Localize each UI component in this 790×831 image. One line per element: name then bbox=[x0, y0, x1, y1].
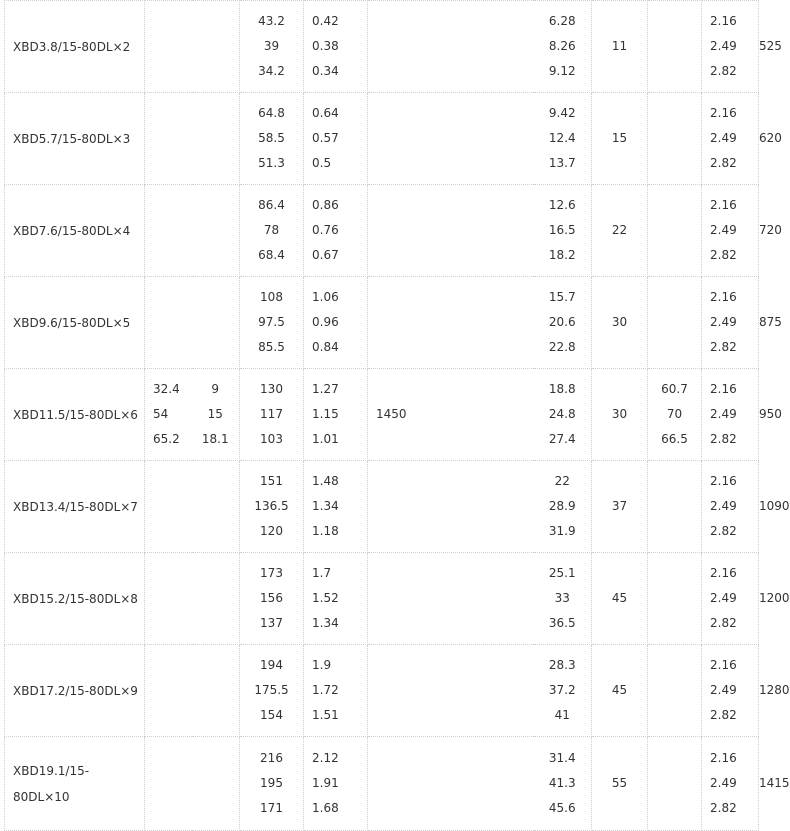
npsh-cell bbox=[702, 1, 759, 93]
head-cell bbox=[240, 93, 304, 185]
head-cell-value: 137 bbox=[260, 616, 283, 630]
power-cell-value: 37.2 bbox=[548, 683, 576, 697]
pressure-cell-value: 1.34 bbox=[312, 499, 339, 513]
speed-cell: 1450 bbox=[368, 369, 534, 461]
motor-cell: 22 bbox=[592, 185, 648, 277]
flow-cell-value: 65.2 bbox=[153, 432, 180, 446]
head-cell-value: 216 bbox=[260, 751, 283, 765]
motor-cell: 45 bbox=[592, 553, 648, 645]
pump-efficiency-cell bbox=[648, 277, 702, 369]
head-cell-value: 194 bbox=[260, 658, 283, 672]
model-cell: XBD19.1/15-80DL×10 bbox=[5, 737, 145, 831]
npsh-cell-value: 2.49 bbox=[710, 223, 737, 237]
pressure-cell-value: 1.48 bbox=[312, 474, 339, 488]
pressure-cell bbox=[304, 93, 368, 185]
speed-cell bbox=[368, 1, 534, 93]
power-cell-value: 27.4 bbox=[548, 432, 576, 446]
speed-cell bbox=[368, 185, 534, 277]
power-cell-value: 18.8 bbox=[548, 382, 576, 396]
flow-cell bbox=[145, 461, 192, 553]
npsh-cell-value: 2.16 bbox=[710, 474, 737, 488]
pressure-cell-value: 1.34 bbox=[312, 616, 339, 630]
power-cell bbox=[534, 185, 592, 277]
motor-cell: 37 bbox=[592, 461, 648, 553]
head-cell-value: 86.4 bbox=[258, 198, 285, 212]
pump-efficiency-cell bbox=[648, 369, 702, 461]
power-cell-value: 9.12 bbox=[548, 64, 576, 78]
pressure-cell-value: 1.15 bbox=[312, 407, 339, 421]
pump-efficiency-cell bbox=[648, 737, 702, 831]
head-cell-value: 51.3 bbox=[258, 156, 285, 170]
speed-cell bbox=[368, 645, 534, 737]
pressure-cell-value: 1.18 bbox=[312, 524, 339, 538]
pump-efficiency-cell-value: 70 bbox=[666, 407, 683, 421]
pressure-cell-value: 1.68 bbox=[312, 801, 339, 815]
flow-cell bbox=[145, 185, 192, 277]
npsh-cell-value: 2.82 bbox=[710, 616, 737, 630]
pump-efficiency-cell bbox=[648, 553, 702, 645]
npsh-cell bbox=[702, 645, 759, 737]
head-cell-value: 34.2 bbox=[258, 64, 285, 78]
pump-efficiency-cell bbox=[648, 185, 702, 277]
npsh-cell-value: 2.49 bbox=[710, 591, 737, 605]
head-cell-value: 156 bbox=[260, 591, 283, 605]
power-cell-value: 45.6 bbox=[548, 801, 576, 815]
npsh-cell-value: 2.16 bbox=[710, 198, 737, 212]
model-cell: XBD7.6/15-80DL×4 bbox=[5, 185, 145, 277]
head-cell-value: 64.8 bbox=[258, 106, 285, 120]
npsh-cell-value: 2.82 bbox=[710, 801, 737, 815]
pump-efficiency-cell-value: 60.7 bbox=[661, 382, 688, 396]
pressure-cell bbox=[304, 645, 368, 737]
npsh-cell-value: 2.82 bbox=[710, 248, 737, 262]
motor-cell: 55 bbox=[592, 737, 648, 831]
head-cell-value: 154 bbox=[260, 708, 283, 722]
head-cell-value: 171 bbox=[260, 801, 283, 815]
power-cell-value: 28.9 bbox=[548, 499, 576, 513]
npsh-cell-value: 2.16 bbox=[710, 290, 737, 304]
pressure-cell bbox=[304, 185, 368, 277]
power-cell-value: 12.6 bbox=[548, 198, 576, 212]
npsh-cell bbox=[702, 461, 759, 553]
pressure-cell-value: 0.86 bbox=[312, 198, 339, 212]
power-cell bbox=[534, 369, 592, 461]
npsh-cell-value: 2.82 bbox=[710, 64, 737, 78]
npsh-cell-value: 2.82 bbox=[710, 524, 737, 538]
npsh-cell-value: 2.49 bbox=[710, 776, 737, 790]
npsh-cell bbox=[702, 553, 759, 645]
pump-efficiency-cell-value: 66.5 bbox=[661, 432, 688, 446]
head-cell-value: 175.5 bbox=[254, 683, 289, 697]
table-row: XBD15.2/15-80DL×8 173 156 137 1.7 1.52 1.34 25.1 33 36.5 45 2.16 2.49 2.82 1200 bbox=[5, 553, 759, 645]
npsh-cell bbox=[702, 185, 759, 277]
flow-cell bbox=[145, 369, 192, 461]
pressure-cell bbox=[304, 369, 368, 461]
efficiency-cell-value: 18.1 bbox=[201, 432, 229, 446]
npsh-cell bbox=[702, 737, 759, 831]
model-cell: XBD3.8/15-80DL×2 bbox=[5, 1, 145, 93]
efficiency-cell-value: 9 bbox=[211, 382, 220, 396]
speed-cell bbox=[368, 737, 534, 831]
model-cell: XBD11.5/15-80DL×6 bbox=[5, 369, 145, 461]
pressure-cell-value: 1.52 bbox=[312, 591, 339, 605]
power-cell bbox=[534, 645, 592, 737]
power-cell bbox=[534, 93, 592, 185]
table-row: XBD19.1/15-80DL×10 216 195 171 2.12 1.91 1.68 31.4 41.3 45.6 55 2.16 2.49 2.82 1415 bbox=[5, 737, 759, 831]
flow-cell bbox=[145, 737, 192, 831]
pressure-cell-value: 0.38 bbox=[312, 39, 339, 53]
table-row: XBD11.5/15-80DL×6 32.4 54 65.2 9 15 18.1 130 117 103 1.27 1.15 1.01 1450 18.8 24.8 27.4 30 60.7 70 66.5 2.16 2.49 2.82 950 bbox=[5, 369, 759, 461]
npsh-cell-value: 2.49 bbox=[710, 407, 737, 421]
head-cell-value: 68.4 bbox=[258, 248, 285, 262]
pressure-cell bbox=[304, 737, 368, 831]
pressure-cell-value: 1.91 bbox=[312, 776, 339, 790]
pressure-cell-value: 0.5 bbox=[312, 156, 332, 170]
model-cell: XBD15.2/15-80DL×8 bbox=[5, 553, 145, 645]
npsh-cell bbox=[702, 277, 759, 369]
npsh-cell bbox=[702, 93, 759, 185]
efficiency-cell bbox=[192, 185, 240, 277]
power-cell bbox=[534, 461, 592, 553]
power-cell-value: 24.8 bbox=[548, 407, 576, 421]
motor-cell: 15 bbox=[592, 93, 648, 185]
model-cell: XBD13.4/15-80DL×7 bbox=[5, 461, 145, 553]
power-cell-value: 22.8 bbox=[548, 340, 576, 354]
power-cell-value: 33 bbox=[554, 591, 570, 605]
pressure-cell-value: 0.96 bbox=[312, 315, 339, 329]
head-cell-value: 195 bbox=[260, 776, 283, 790]
flow-cell bbox=[145, 1, 192, 93]
flow-cell bbox=[145, 277, 192, 369]
npsh-cell-value: 2.49 bbox=[710, 683, 737, 697]
pump-efficiency-cell bbox=[648, 1, 702, 93]
pressure-cell-value: 2.12 bbox=[312, 751, 339, 765]
pressure-cell-value: 1.72 bbox=[312, 683, 339, 697]
motor-cell: 30 bbox=[592, 369, 648, 461]
npsh-cell-value: 2.49 bbox=[710, 315, 737, 329]
speed-cell bbox=[368, 277, 534, 369]
flow-cell-value: 32.4 bbox=[153, 382, 180, 396]
flow-cell bbox=[145, 93, 192, 185]
speed-cell bbox=[368, 553, 534, 645]
power-cell bbox=[534, 737, 592, 831]
head-cell-value: 97.5 bbox=[258, 315, 285, 329]
pressure-cell-value: 0.34 bbox=[312, 64, 339, 78]
head-cell-value: 78 bbox=[263, 223, 280, 237]
npsh-cell bbox=[702, 369, 759, 461]
pressure-cell bbox=[304, 461, 368, 553]
efficiency-cell bbox=[192, 1, 240, 93]
power-cell-value: 20.6 bbox=[548, 315, 576, 329]
power-cell-value: 13.7 bbox=[548, 156, 576, 170]
power-cell-value: 36.5 bbox=[548, 616, 576, 630]
head-cell bbox=[240, 645, 304, 737]
npsh-cell-value: 2.16 bbox=[710, 382, 737, 396]
power-cell-value: 41.3 bbox=[548, 776, 576, 790]
flow-cell bbox=[145, 645, 192, 737]
head-cell bbox=[240, 737, 304, 831]
power-cell bbox=[534, 1, 592, 93]
model-cell: XBD5.7/15-80DL×3 bbox=[5, 93, 145, 185]
power-cell-value: 18.2 bbox=[548, 248, 576, 262]
power-cell-value: 28.3 bbox=[548, 658, 576, 672]
speed-cell bbox=[368, 93, 534, 185]
pressure-cell-value: 1.51 bbox=[312, 708, 339, 722]
power-cell-value: 15.7 bbox=[548, 290, 576, 304]
power-cell-value: 8.26 bbox=[548, 39, 576, 53]
efficiency-cell bbox=[192, 553, 240, 645]
efficiency-cell bbox=[192, 461, 240, 553]
efficiency-cell bbox=[192, 737, 240, 831]
table-row: XBD13.4/15-80DL×7 151 136.5 120 1.48 1.34 1.18 22 28.9 31.9 37 2.16 2.49 2.82 1090 bbox=[5, 461, 759, 553]
head-cell bbox=[240, 1, 304, 93]
motor-cell: 11 bbox=[592, 1, 648, 93]
model-cell: XBD9.6/15-80DL×5 bbox=[5, 277, 145, 369]
power-cell bbox=[534, 277, 592, 369]
power-cell-value: 31.9 bbox=[548, 524, 576, 538]
head-cell-value: 39 bbox=[263, 39, 280, 53]
table-row: XBD17.2/15-80DL×9 194 175.5 154 1.9 1.72 1.51 28.3 37.2 41 45 2.16 2.49 2.82 1280 bbox=[5, 645, 759, 737]
power-cell-value: 25.1 bbox=[548, 566, 576, 580]
motor-cell: 45 bbox=[592, 645, 648, 737]
pressure-cell-value: 1.06 bbox=[312, 290, 339, 304]
head-cell-value: 151 bbox=[260, 474, 283, 488]
npsh-cell-value: 2.49 bbox=[710, 499, 737, 513]
npsh-cell-value: 2.16 bbox=[710, 566, 737, 580]
table-row: XBD3.8/15-80DL×2 43.2 39 34.2 0.42 0.38 0.34 6.28 8.26 9.12 11 2.16 2.49 2.82 525 bbox=[5, 1, 759, 93]
power-cell-value: 9.42 bbox=[548, 106, 576, 120]
npsh-cell-value: 2.49 bbox=[710, 39, 737, 53]
speed-cell bbox=[368, 461, 534, 553]
efficiency-cell bbox=[192, 369, 240, 461]
head-cell-value: 136.5 bbox=[254, 499, 289, 513]
npsh-cell-value: 2.49 bbox=[710, 131, 737, 145]
table-row: XBD7.6/15-80DL×4 86.4 78 68.4 0.86 0.76 0.67 12.6 16.5 18.2 22 2.16 2.49 2.82 720 bbox=[5, 185, 759, 277]
pump-efficiency-cell bbox=[648, 461, 702, 553]
npsh-cell-value: 2.16 bbox=[710, 14, 737, 28]
pressure-cell-value: 0.64 bbox=[312, 106, 339, 120]
head-cell-value: 85.5 bbox=[258, 340, 285, 354]
npsh-cell-value: 2.16 bbox=[710, 751, 737, 765]
model-cell: XBD17.2/15-80DL×9 bbox=[5, 645, 145, 737]
pump-efficiency-cell bbox=[648, 645, 702, 737]
power-cell-value: 22 bbox=[554, 474, 570, 488]
efficiency-cell bbox=[192, 93, 240, 185]
head-cell bbox=[240, 461, 304, 553]
power-cell-value: 31.4 bbox=[548, 751, 576, 765]
table-row: XBD5.7/15-80DL×3 64.8 58.5 51.3 0.64 0.57 0.5 9.42 12.4 13.7 15 2.16 2.49 2.82 620 bbox=[5, 93, 759, 185]
efficiency-cell-value: 15 bbox=[207, 407, 223, 421]
pressure-cell bbox=[304, 553, 368, 645]
pressure-cell-value: 1.27 bbox=[312, 382, 339, 396]
pump-spec-table bbox=[4, 0, 790, 831]
npsh-cell-value: 2.82 bbox=[710, 156, 737, 170]
pressure-cell bbox=[304, 1, 368, 93]
power-cell-value: 41 bbox=[554, 708, 570, 722]
head-cell-value: 130 bbox=[260, 382, 283, 396]
pressure-cell-value: 0.67 bbox=[312, 248, 339, 262]
head-cell bbox=[240, 277, 304, 369]
head-cell-value: 173 bbox=[260, 566, 283, 580]
npsh-cell-value: 2.82 bbox=[710, 708, 737, 722]
head-cell-value: 117 bbox=[260, 407, 283, 421]
head-cell bbox=[240, 553, 304, 645]
head-cell bbox=[240, 369, 304, 461]
power-cell-value: 12.4 bbox=[548, 131, 576, 145]
head-cell-value: 43.2 bbox=[258, 14, 285, 28]
head-cell bbox=[240, 185, 304, 277]
npsh-cell-value: 2.16 bbox=[710, 106, 737, 120]
npsh-cell-value: 2.82 bbox=[710, 432, 737, 446]
head-cell-value: 103 bbox=[260, 432, 283, 446]
npsh-cell-value: 2.16 bbox=[710, 658, 737, 672]
pressure-cell-value: 0.76 bbox=[312, 223, 339, 237]
pressure-cell-value: 0.42 bbox=[312, 14, 339, 28]
npsh-cell-value: 2.82 bbox=[710, 340, 737, 354]
pressure-cell-value: 1.01 bbox=[312, 432, 339, 446]
table-row: XBD9.6/15-80DL×5 108 97.5 85.5 1.06 0.96 0.84 15.7 20.6 22.8 30 2.16 2.49 2.82 875 bbox=[5, 277, 759, 369]
pressure-cell-value: 0.84 bbox=[312, 340, 339, 354]
motor-cell: 30 bbox=[592, 277, 648, 369]
power-cell bbox=[534, 553, 592, 645]
head-cell-value: 120 bbox=[260, 524, 283, 538]
pressure-cell bbox=[304, 277, 368, 369]
power-cell-value: 16.5 bbox=[548, 223, 576, 237]
efficiency-cell bbox=[192, 645, 240, 737]
head-cell-value: 108 bbox=[260, 290, 283, 304]
power-cell-value: 6.28 bbox=[548, 14, 576, 28]
head-cell-value: 58.5 bbox=[258, 131, 285, 145]
efficiency-cell bbox=[192, 277, 240, 369]
pump-efficiency-cell bbox=[648, 93, 702, 185]
pressure-cell-value: 1.7 bbox=[312, 566, 332, 580]
flow-cell-value: 54 bbox=[153, 407, 169, 421]
flow-cell bbox=[145, 553, 192, 645]
pressure-cell-value: 1.9 bbox=[312, 658, 332, 672]
pressure-cell-value: 0.57 bbox=[312, 131, 339, 145]
